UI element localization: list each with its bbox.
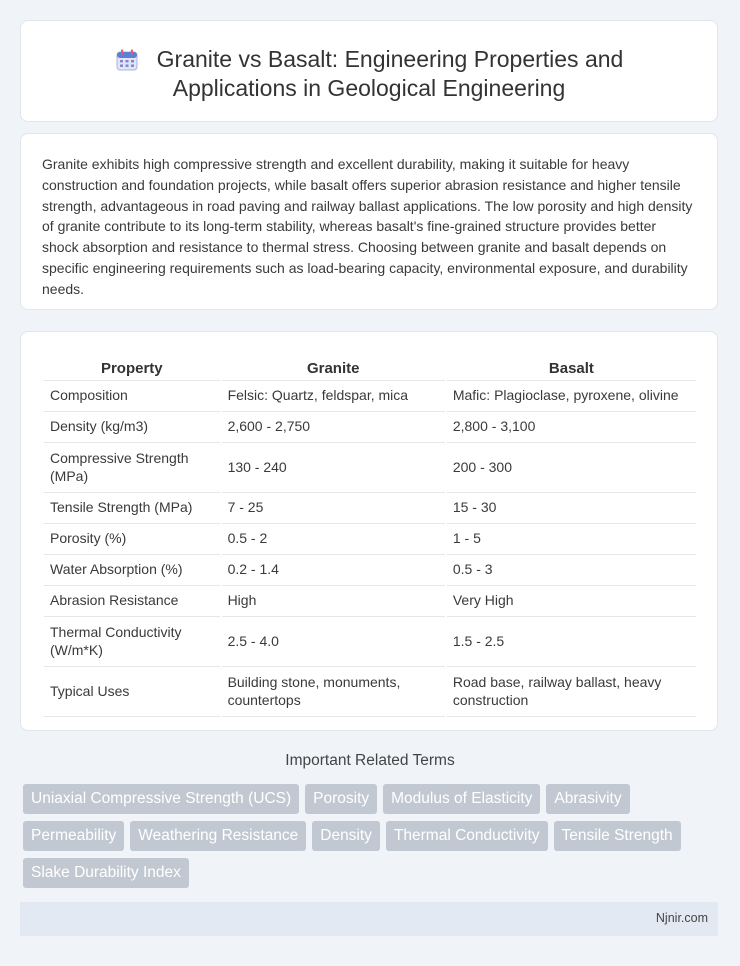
summary-text: Granite exhibits high compressive strength and excellent durability, making it suitable for heavy construction and foundation projects, while basalt offers superior abrasion resistance and higher tensile strength, advantageous in road paving and railway ballast applications. The low porosity and high density of granite contribute to its long-term stability, whereas basalt's fine-grained structure provides better shock absorption and resistance to thermal stress. Choosing between granite and basalt depends on specific engineering requirements such as load-bearing capacity, environmental exposure, and durability needs.: [42, 156, 693, 297]
cell-granite: High: [222, 586, 445, 617]
cell-basalt: 15 - 30: [447, 493, 696, 524]
cell-basalt: 1.5 - 2.5: [447, 617, 696, 667]
cell-property: Density (kg/m3): [44, 412, 220, 443]
cell-basalt: 200 - 300: [447, 443, 696, 493]
header-property: Property: [44, 352, 220, 381]
table-row: [44, 617, 696, 667]
footer-site[interactable]: Njnir.com: [655, 911, 708, 925]
table-row: [44, 443, 696, 493]
table-row: [44, 555, 696, 586]
title-line-2: Applications in Geological Engineering: [172, 75, 566, 101]
cell-granite: Building stone, monuments, countertops: [222, 667, 445, 717]
cell-granite: Felsic: Quartz, feldspar, mica: [222, 381, 445, 412]
cell-property: Typical Uses: [44, 667, 220, 717]
cell-granite: 130 - 240: [222, 443, 445, 493]
cell-property: Porosity (%): [44, 524, 220, 555]
table-row: [44, 524, 696, 555]
table-header-row: [44, 352, 696, 381]
comparison-table-card: [20, 331, 718, 731]
cell-granite: 0.5 - 2: [222, 524, 445, 555]
header-granite: Granite: [222, 352, 445, 381]
footer: [20, 902, 718, 936]
cell-basalt: Road base, railway ballast, heavy construction: [447, 667, 696, 717]
tag-modulus-of-elasticity[interactable]: Modulus of Elasticity: [383, 784, 540, 814]
table-row: [44, 667, 696, 717]
tag-weathering-resistance[interactable]: Weathering Resistance: [130, 821, 306, 851]
cell-granite: 0.2 - 1.4: [222, 555, 445, 586]
table-row: [44, 381, 696, 412]
tag-abrasivity[interactable]: Abrasivity: [546, 784, 629, 814]
cell-basalt: 0.5 - 3: [447, 555, 696, 586]
title-card: [20, 20, 718, 122]
cell-basalt: Very High: [447, 586, 696, 617]
tag-permeability[interactable]: Permeability: [23, 821, 124, 851]
related-terms-tags: [23, 784, 723, 888]
cell-granite: 2,600 - 2,750: [222, 412, 445, 443]
table-row: [44, 586, 696, 617]
table-row: [44, 412, 696, 443]
cell-property: Water Absorption (%): [44, 555, 220, 586]
cell-property: Compressive Strength (MPa): [44, 443, 220, 493]
cell-granite: 2.5 - 4.0: [222, 617, 445, 667]
cell-basalt: Mafic: Plagioclase, pyroxene, olivine: [447, 381, 696, 412]
tag-density[interactable]: Density: [312, 821, 380, 851]
tag-porosity[interactable]: Porosity: [305, 784, 377, 814]
tag-ucs[interactable]: Uniaxial Compressive Strength (UCS): [23, 784, 299, 814]
table-row: [44, 493, 696, 524]
summary-card: [20, 133, 718, 310]
cell-property: Abrasion Resistance: [44, 586, 220, 617]
tag-slake-durability-index[interactable]: Slake Durability Index: [23, 858, 189, 888]
page-title: [21, 45, 717, 103]
cell-property: Thermal Conductivity (W/m*K): [44, 617, 220, 667]
related-terms-title: Important Related Terms: [285, 752, 455, 769]
cell-basalt: 1 - 5: [447, 524, 696, 555]
title-line-1: Granite vs Basalt: Engineering Properties and: [156, 46, 624, 72]
cell-property: Tensile Strength (MPa): [44, 493, 220, 524]
cell-granite: 7 - 25: [222, 493, 445, 524]
header-basalt: Basalt: [447, 352, 696, 381]
tag-thermal-conductivity[interactable]: Thermal Conductivity: [386, 821, 548, 851]
cell-property: Composition: [44, 381, 220, 412]
tag-tensile-strength[interactable]: Tensile Strength: [554, 821, 681, 851]
comparison-table: [42, 352, 698, 717]
calendar-icon: [115, 48, 139, 72]
cell-basalt: 2,800 - 3,100: [447, 412, 696, 443]
